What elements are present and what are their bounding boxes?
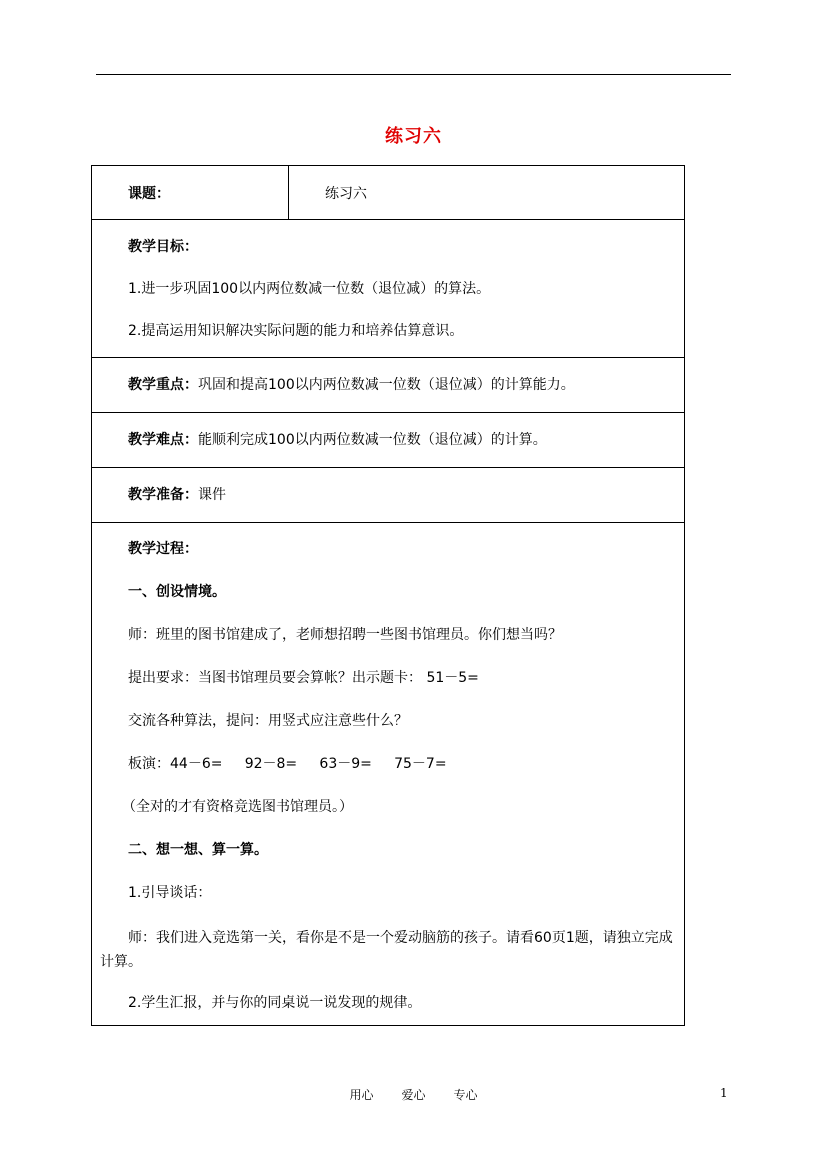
process-heading: 教学过程： xyxy=(128,541,198,557)
difficulty-text: 能顺利完成100以内两位数减一位数（退位减）的计算。 xyxy=(198,432,547,448)
key-point-label: 教学重点： xyxy=(128,377,198,393)
key-point-cell xyxy=(92,358,685,413)
goals-cell xyxy=(92,220,685,358)
footer-item-1: 用心 xyxy=(349,1088,374,1102)
topic-value: 练习六 xyxy=(325,185,367,202)
topic-label: 课题： xyxy=(128,185,170,202)
section1-title: 一、创设情境。 xyxy=(128,584,226,600)
process-line-5: （全对的才有资格竞选图书馆理员。） xyxy=(122,799,353,815)
preparation-cell xyxy=(92,468,685,523)
preparation-text: 课件 xyxy=(198,487,226,503)
process-line-4: 板演：44－6= 92－8= 63－9= 75－7= xyxy=(128,756,447,772)
key-point-row xyxy=(92,358,685,413)
topic-value-cell xyxy=(289,166,685,220)
lesson-plan-table xyxy=(91,165,685,1026)
document-title: 练习六 xyxy=(385,126,442,147)
process-line-3: 交流各种算法，提问：用竖式应注意些什么？ xyxy=(128,713,408,729)
goals-row xyxy=(92,220,685,358)
section2-title: 二、想一想、算一算。 xyxy=(128,842,268,858)
topic-label-cell xyxy=(92,166,289,220)
process-row xyxy=(92,523,685,1026)
footer-item-2: 爱心 xyxy=(401,1088,426,1102)
difficulty-cell xyxy=(92,413,685,468)
process-line-2: 提出要求：当图书馆理员要会算帐？出示题卡： 51－5= xyxy=(128,670,479,686)
goal-item-2: 2.提高运用知识解决实际问题的能力和培养估算意识。 xyxy=(128,323,464,339)
goals-heading: 教学目标： xyxy=(128,239,198,255)
key-point-text: 巩固和提高100以内两位数减一位数（退位减）的计算能力。 xyxy=(198,377,575,393)
page-footer xyxy=(0,1086,827,1103)
footer-item-3: 专心 xyxy=(453,1088,478,1102)
preparation-row xyxy=(92,468,685,523)
process-line-8: 2.学生汇报，并与你的同桌说一说发现的规律。 xyxy=(128,995,422,1011)
process-line-7: 师：我们进入竞选第一关，看你是不是一个爱动脑筋的孩子。请看60页1题，请独立完成计算。 xyxy=(100,930,673,970)
difficulty-row xyxy=(92,413,685,468)
process-line-1: 师：班里的图书馆建成了，老师想招聘一些图书馆理员。你们想当吗？ xyxy=(128,627,562,643)
process-line-6: 1.引导谈话： xyxy=(128,885,212,901)
preparation-label: 教学准备： xyxy=(128,487,198,503)
page-number: 1 xyxy=(720,1086,728,1100)
header-rule xyxy=(96,74,731,75)
process-cell xyxy=(92,523,685,1026)
difficulty-label: 教学难点： xyxy=(128,432,198,448)
goal-item-1: 1.进一步巩固100以内两位数减一位数（退位减）的算法。 xyxy=(128,281,491,297)
topic-row xyxy=(92,166,685,220)
